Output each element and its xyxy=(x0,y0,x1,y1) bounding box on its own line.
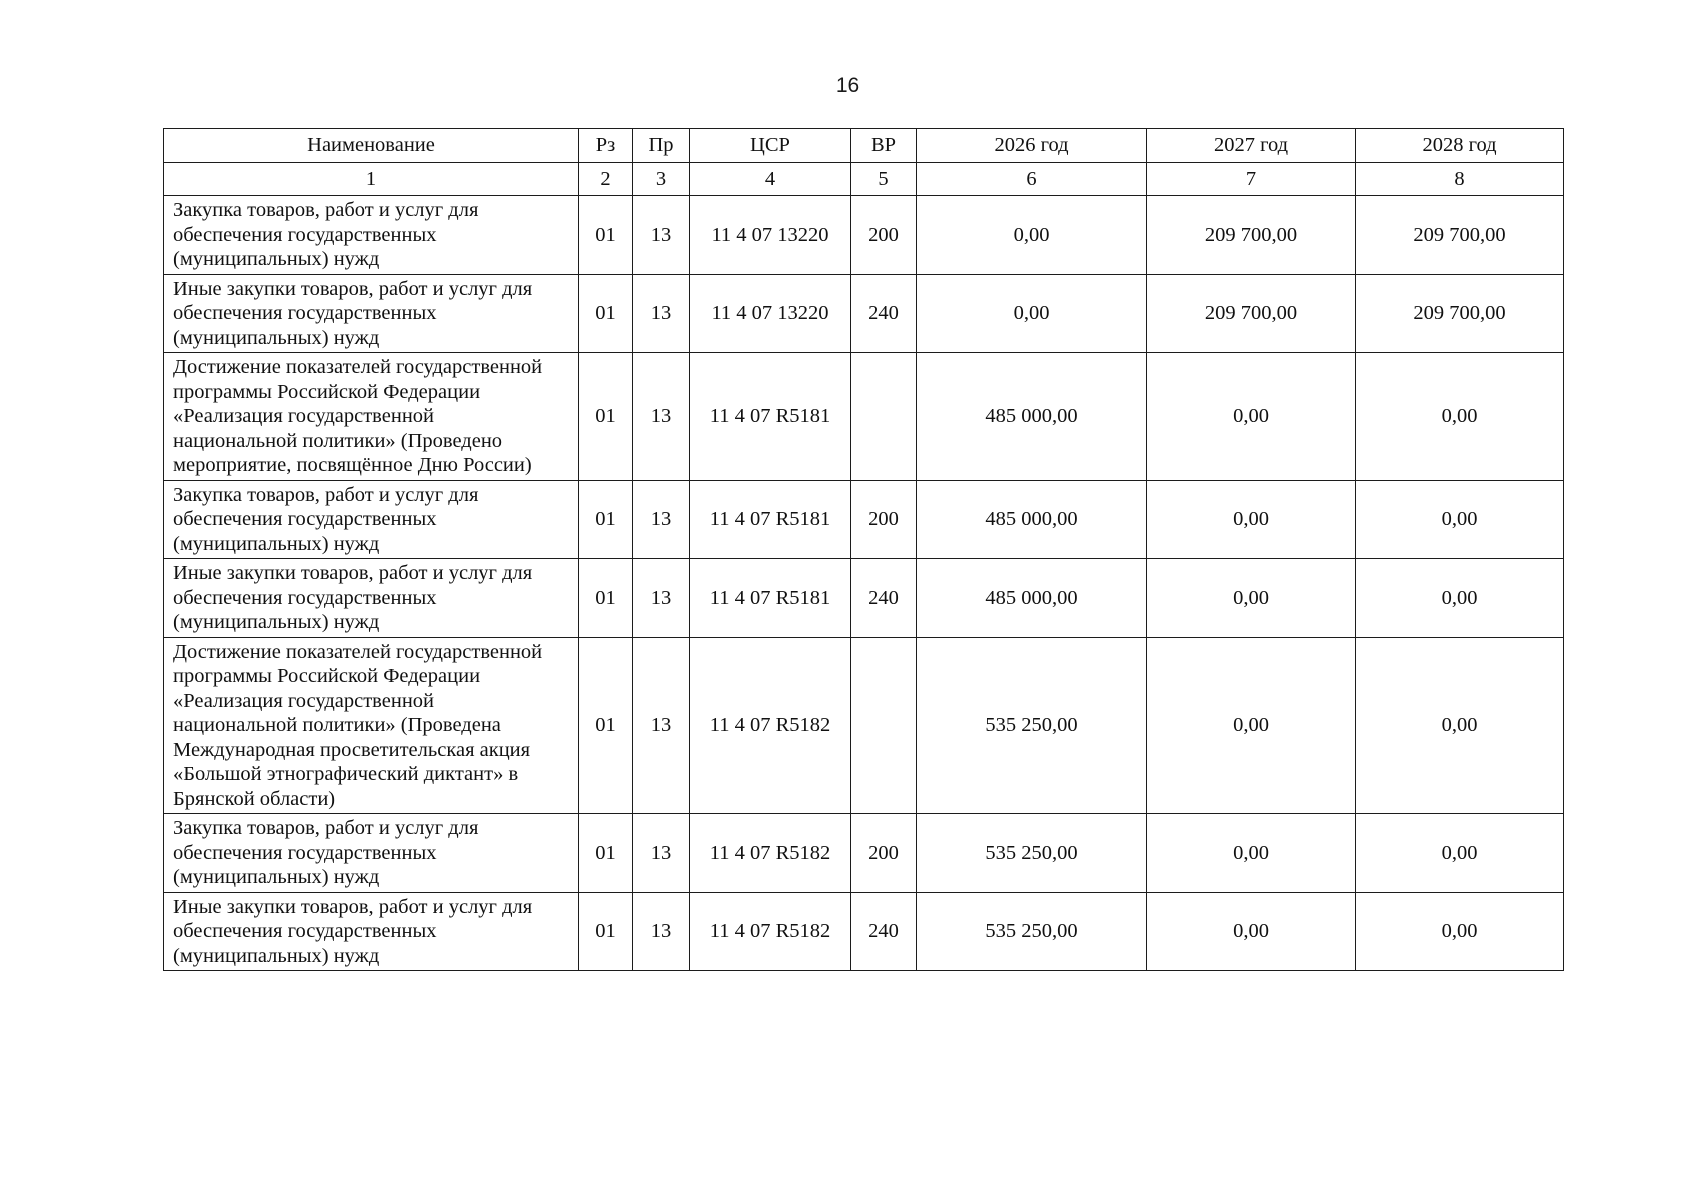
cell-name-line: обеспечения государственных xyxy=(173,223,437,246)
budget-table xyxy=(163,128,1564,971)
cell-pr: 13 xyxy=(633,480,690,559)
cell-pr: 13 xyxy=(633,637,690,814)
column-number-row xyxy=(164,163,1564,196)
cell-csr: 11 4 07 R5181 xyxy=(690,353,851,481)
column-number: 2 xyxy=(579,163,633,196)
cell-name-line: Достижение показателей государственной xyxy=(173,356,543,378)
cell-vr: 240 xyxy=(851,559,917,638)
cell-2028: 0,00 xyxy=(1356,814,1564,893)
cell-pr: 13 xyxy=(633,892,690,971)
cell-2026: 535 250,00 xyxy=(917,814,1147,893)
cell-name-line: обеспечения государственных xyxy=(173,302,437,324)
cell-rz: 01 xyxy=(579,559,633,638)
cell-name-line: (муниципальных) нужд xyxy=(173,866,380,888)
cell-name-line: Закупка товаров, работ и услуг для xyxy=(173,199,479,221)
cell-2026: 535 250,00 xyxy=(917,637,1147,814)
cell-name-line: национальной политики» (Проведена xyxy=(173,714,501,736)
cell-2026: 0,00 xyxy=(917,196,1147,275)
cell-name-line: «Реализация государственной xyxy=(173,405,435,427)
header-name: Наименование xyxy=(164,129,579,163)
header-2026: 2026 год xyxy=(917,129,1147,163)
cell-name-line: обеспечения государственных xyxy=(173,508,437,530)
cell-rz: 01 xyxy=(579,637,633,814)
cell-2028: 0,00 xyxy=(1356,353,1564,481)
cell-2028: 0,00 xyxy=(1356,892,1564,971)
table-row xyxy=(164,196,1564,275)
cell-2026: 485 000,00 xyxy=(917,353,1147,481)
header-vr: ВР xyxy=(851,129,917,163)
cell-name-line: Брянской области) xyxy=(173,787,336,810)
column-number: 1 xyxy=(164,163,579,196)
cell-name-line: (муниципальных) нужд xyxy=(173,326,380,349)
cell-2026: 535 250,00 xyxy=(917,892,1147,971)
cell-name xyxy=(164,480,579,559)
cell-vr xyxy=(851,637,917,814)
cell-name xyxy=(164,353,579,481)
cell-2026: 485 000,00 xyxy=(917,480,1147,559)
cell-pr: 13 xyxy=(633,814,690,893)
cell-2027: 0,00 xyxy=(1147,892,1356,971)
table-row xyxy=(164,353,1564,481)
cell-name-line: обеспечения государственных xyxy=(173,841,437,864)
cell-name-line: Достижение показателей государственной xyxy=(173,640,543,663)
cell-csr: 11 4 07 13220 xyxy=(690,196,851,275)
cell-pr: 13 xyxy=(633,274,690,353)
cell-2028: 0,00 xyxy=(1356,637,1564,814)
table-row xyxy=(164,637,1564,814)
cell-2027: 209 700,00 xyxy=(1147,196,1356,275)
cell-name-line: программы Российской Федерации xyxy=(173,380,481,403)
cell-csr: 11 4 07 13220 xyxy=(690,274,851,353)
cell-name-line: Иные закупки товаров, работ и услуг для xyxy=(173,562,533,584)
cell-2028: 0,00 xyxy=(1356,559,1564,638)
cell-csr: 11 4 07 R5182 xyxy=(690,892,851,971)
cell-name-line: обеспечения государственных xyxy=(173,920,437,942)
column-number: 5 xyxy=(851,163,917,196)
cell-2026: 485 000,00 xyxy=(917,559,1147,638)
cell-2028: 209 700,00 xyxy=(1356,196,1564,275)
cell-name-line: Закупка товаров, работ и услуг для xyxy=(173,483,479,506)
table-row xyxy=(164,274,1564,353)
cell-vr: 200 xyxy=(851,480,917,559)
cell-2027: 0,00 xyxy=(1147,637,1356,814)
cell-vr: 240 xyxy=(851,892,917,971)
table-body xyxy=(164,196,1564,971)
header-2028: 2028 год xyxy=(1356,129,1564,163)
cell-rz: 01 xyxy=(579,814,633,893)
table-row xyxy=(164,480,1564,559)
cell-name-line: (муниципальных) нужд xyxy=(173,248,380,270)
cell-name-line: национальной политики» (Проведено xyxy=(173,429,503,452)
cell-name-line: Иные закупки товаров, работ и услуг для xyxy=(173,277,533,300)
cell-name-line: программы Российской Федерации xyxy=(173,665,481,687)
cell-vr xyxy=(851,353,917,481)
column-number: 3 xyxy=(633,163,690,196)
cell-pr: 13 xyxy=(633,559,690,638)
cell-name-line: «Реализация государственной xyxy=(173,689,435,712)
cell-2027: 0,00 xyxy=(1147,559,1356,638)
cell-csr: 11 4 07 R5181 xyxy=(690,559,851,638)
cell-2026: 0,00 xyxy=(917,274,1147,353)
cell-2027: 0,00 xyxy=(1147,353,1356,481)
cell-csr: 11 4 07 R5182 xyxy=(690,637,851,814)
cell-rz: 01 xyxy=(579,480,633,559)
cell-name xyxy=(164,274,579,353)
table-row xyxy=(164,814,1564,893)
cell-name xyxy=(164,559,579,638)
cell-2027: 209 700,00 xyxy=(1147,274,1356,353)
cell-rz: 01 xyxy=(579,274,633,353)
cell-name-line: «Большой этнографический диктант» в xyxy=(173,763,519,785)
cell-rz: 01 xyxy=(579,196,633,275)
column-number: 4 xyxy=(690,163,851,196)
header-pr: Пр xyxy=(633,129,690,163)
cell-name-line: (муниципальных) нужд xyxy=(173,611,380,633)
cell-name-line: (муниципальных) нужд xyxy=(173,532,380,555)
column-number: 7 xyxy=(1147,163,1356,196)
cell-name xyxy=(164,814,579,893)
cell-name xyxy=(164,196,579,275)
cell-name xyxy=(164,637,579,814)
cell-2027: 0,00 xyxy=(1147,814,1356,893)
column-number: 6 xyxy=(917,163,1147,196)
cell-name-line: мероприятие, посвящённое Дню России) xyxy=(173,454,532,476)
cell-vr: 240 xyxy=(851,274,917,353)
cell-rz: 01 xyxy=(579,353,633,481)
cell-vr: 200 xyxy=(851,814,917,893)
cell-csr: 11 4 07 R5181 xyxy=(690,480,851,559)
cell-2028: 0,00 xyxy=(1356,480,1564,559)
cell-pr: 13 xyxy=(633,196,690,275)
header-rz: Рз xyxy=(579,129,633,163)
table-row xyxy=(164,892,1564,971)
cell-2028: 209 700,00 xyxy=(1356,274,1564,353)
cell-name-line: (муниципальных) нужд xyxy=(173,944,380,967)
cell-2027: 0,00 xyxy=(1147,480,1356,559)
cell-name-line: Международная просветительская акция xyxy=(173,738,531,761)
cell-rz: 01 xyxy=(579,892,633,971)
header-csr: ЦСР xyxy=(690,129,851,163)
table-row xyxy=(164,559,1564,638)
cell-pr: 13 xyxy=(633,353,690,481)
cell-name-line: Иные закупки товаров, работ и услуг для xyxy=(173,895,533,918)
cell-name-line: обеспечения государственных xyxy=(173,586,437,609)
page-number: 16 xyxy=(835,74,860,97)
header-2027: 2027 год xyxy=(1147,129,1356,163)
column-number: 8 xyxy=(1356,163,1564,196)
cell-name xyxy=(164,892,579,971)
cell-name-line: Закупка товаров, работ и услуг для xyxy=(173,817,479,839)
table-header-row xyxy=(164,129,1564,163)
cell-csr: 11 4 07 R5182 xyxy=(690,814,851,893)
cell-vr: 200 xyxy=(851,196,917,275)
